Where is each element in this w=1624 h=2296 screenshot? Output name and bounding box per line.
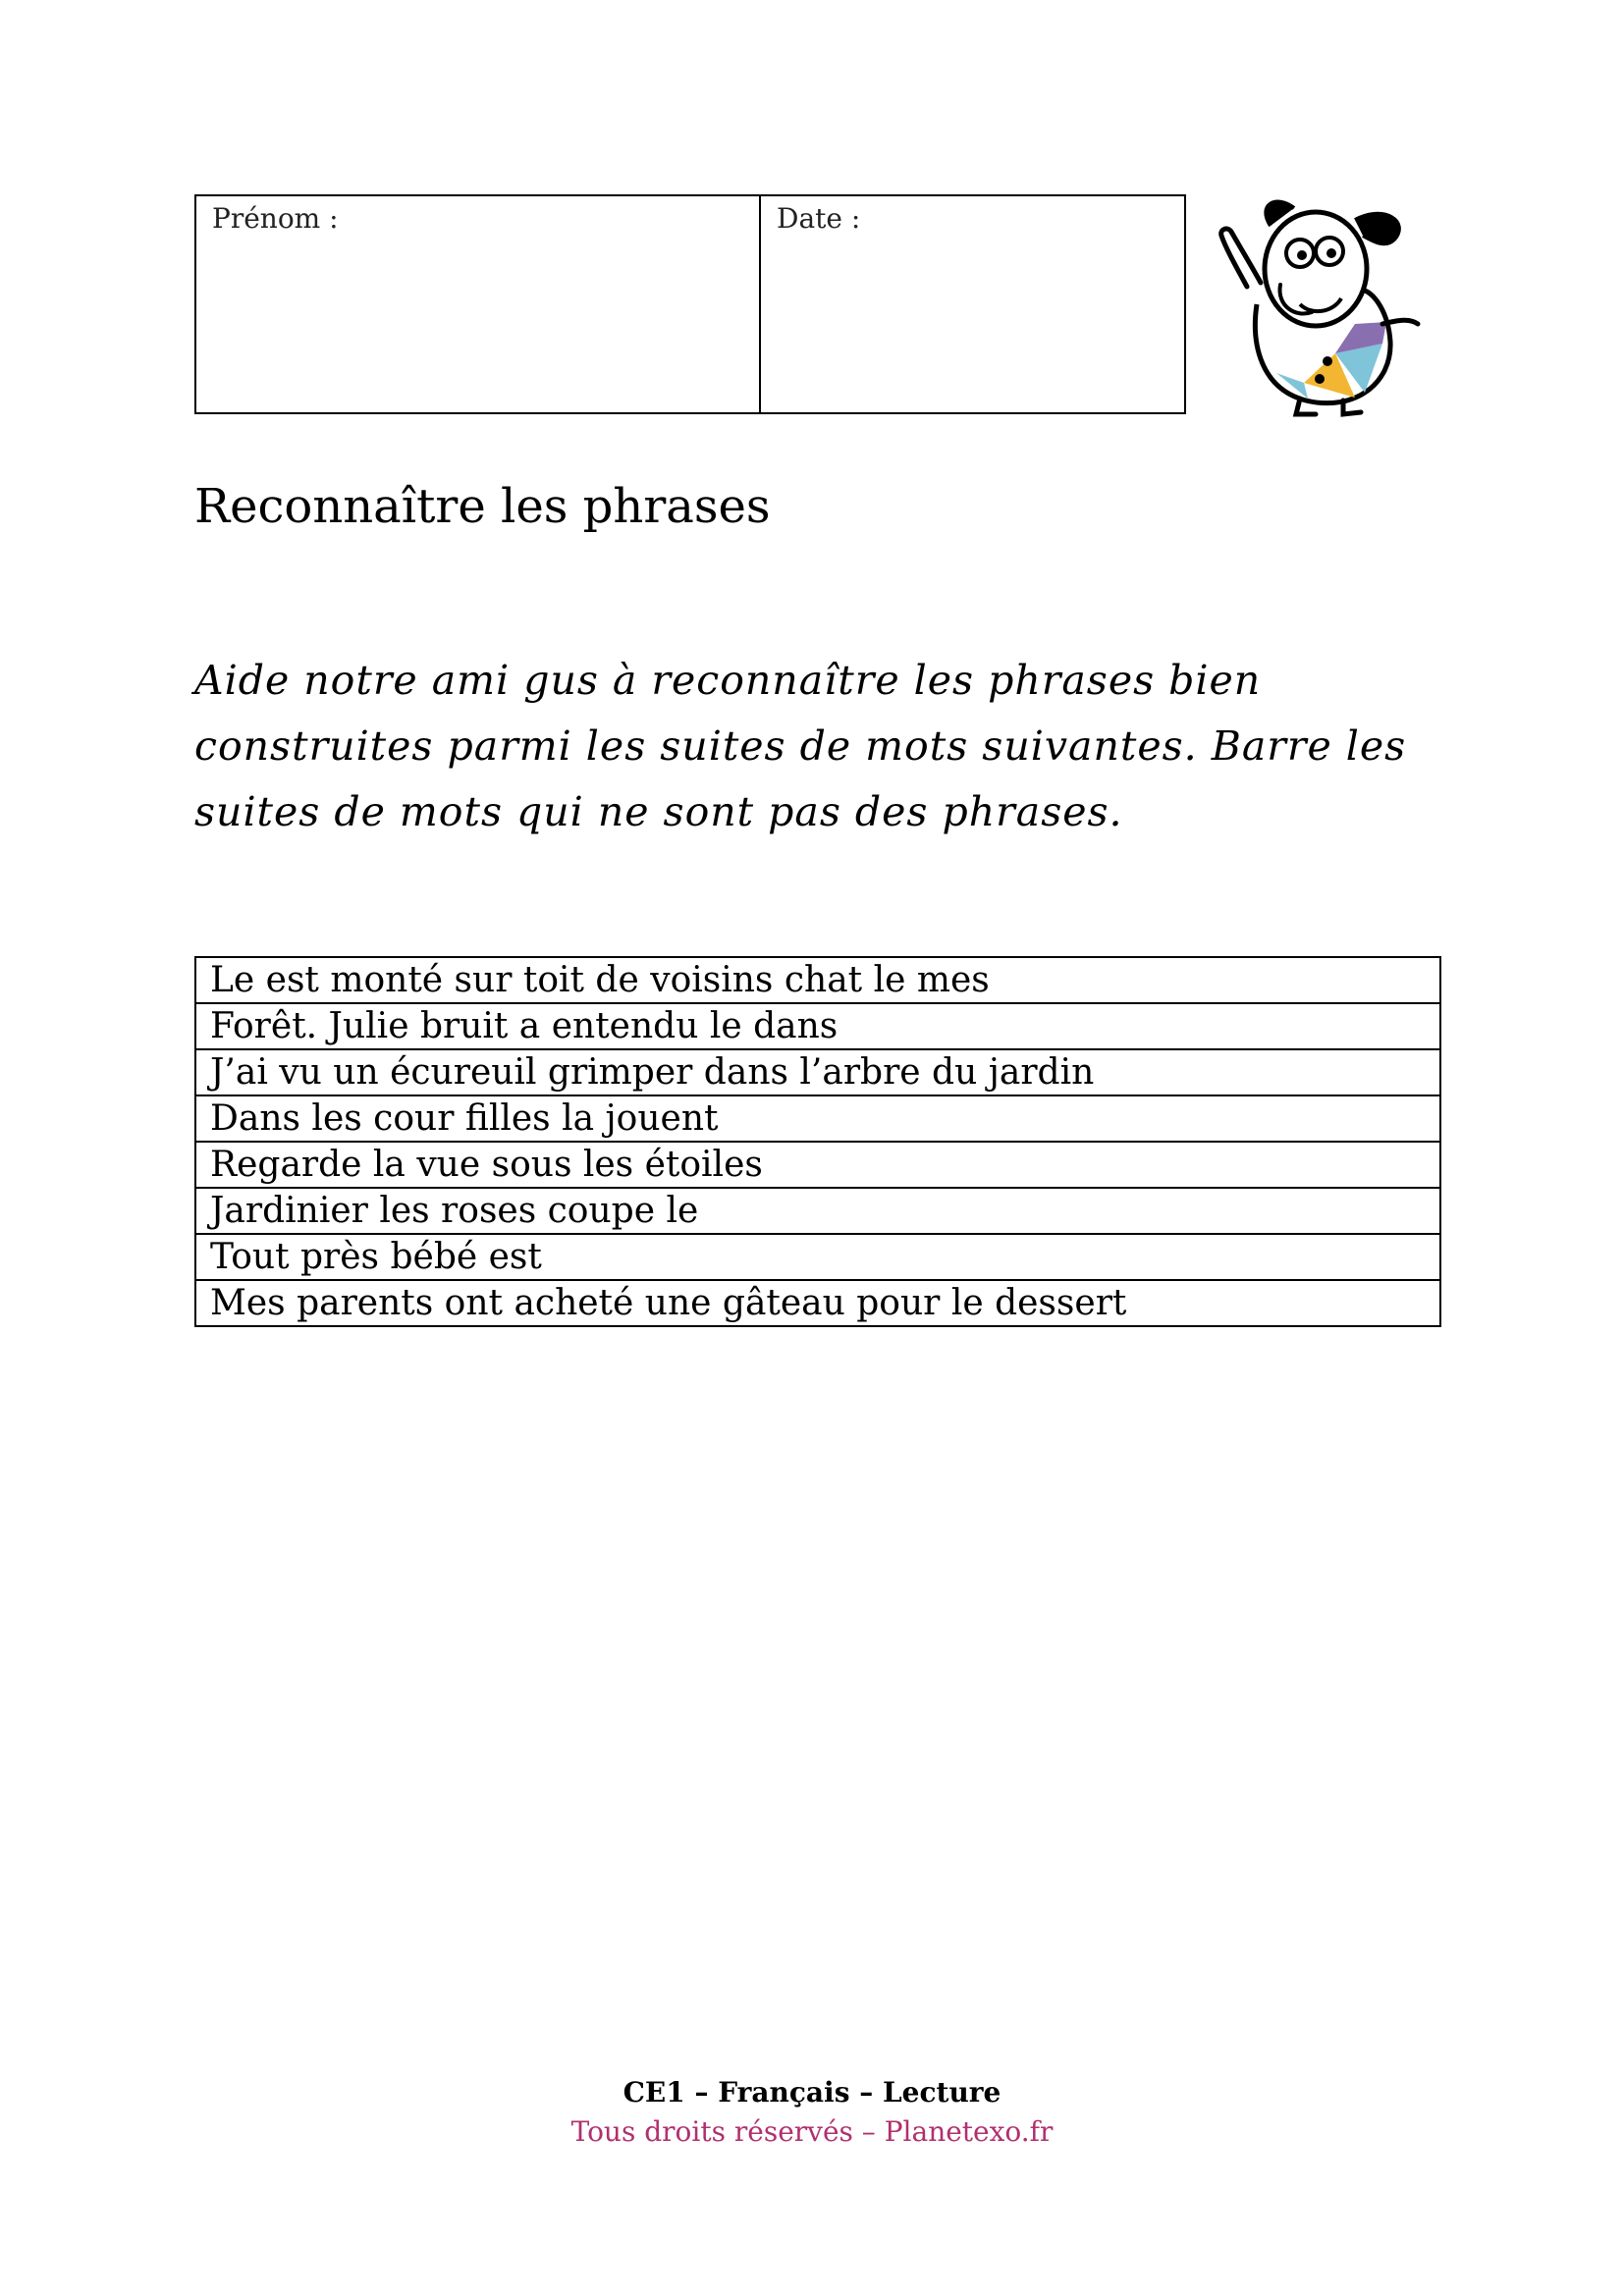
footer-subject: CE1 – Français – Lecture [623, 2076, 1001, 2109]
exercise-instruction: Aide notre ami gus à reconnaître les phrases bien construites parmi les suites de mots suivantes. Barre les suites de mots qui ne sont pas des phrases. [194, 657, 1407, 835]
sentence-cell[interactable]: Forêt. Julie bruit a entendu le dans [195, 1003, 1440, 1049]
student-info-box [194, 194, 1186, 414]
list-item [195, 1234, 1440, 1280]
sheep-mascot-icon [1218, 196, 1434, 418]
sentence-list [194, 956, 1441, 1327]
list-item [195, 1003, 1440, 1049]
list-item [195, 1049, 1440, 1095]
sentence-cell[interactable]: Tout près bébé est [195, 1234, 1440, 1280]
list-item [195, 1095, 1440, 1142]
page-title: Reconnaître les phrases [194, 479, 771, 534]
page-footer [0, 2073, 1624, 2152]
sentence-cell[interactable]: Regarde la vue sous les étoiles [195, 1142, 1440, 1188]
list-item [195, 957, 1440, 1003]
date-field[interactable] [761, 196, 1184, 412]
list-item [195, 1188, 1440, 1234]
footer-copyright: Tous droits réservés – Planetexo.fr [570, 2115, 1054, 2148]
sentence-cell[interactable]: Dans les cour filles la jouent [195, 1095, 1440, 1142]
prenom-label: Prénom : [212, 202, 339, 235]
sentence-cell[interactable]: J’ai vu un écureuil grimper dans l’arbre du jardin [195, 1049, 1440, 1095]
sentence-cell[interactable]: Jardinier les roses coupe le [195, 1188, 1440, 1234]
list-item [195, 1142, 1440, 1188]
sentence-cell[interactable]: Mes parents ont acheté une gâteau pour le dessert [195, 1280, 1440, 1326]
date-label: Date : [777, 202, 861, 235]
prenom-field[interactable] [196, 196, 761, 412]
sentence-cell[interactable]: Le est monté sur toit de voisins chat le mes [195, 957, 1440, 1003]
list-item [195, 1280, 1440, 1326]
